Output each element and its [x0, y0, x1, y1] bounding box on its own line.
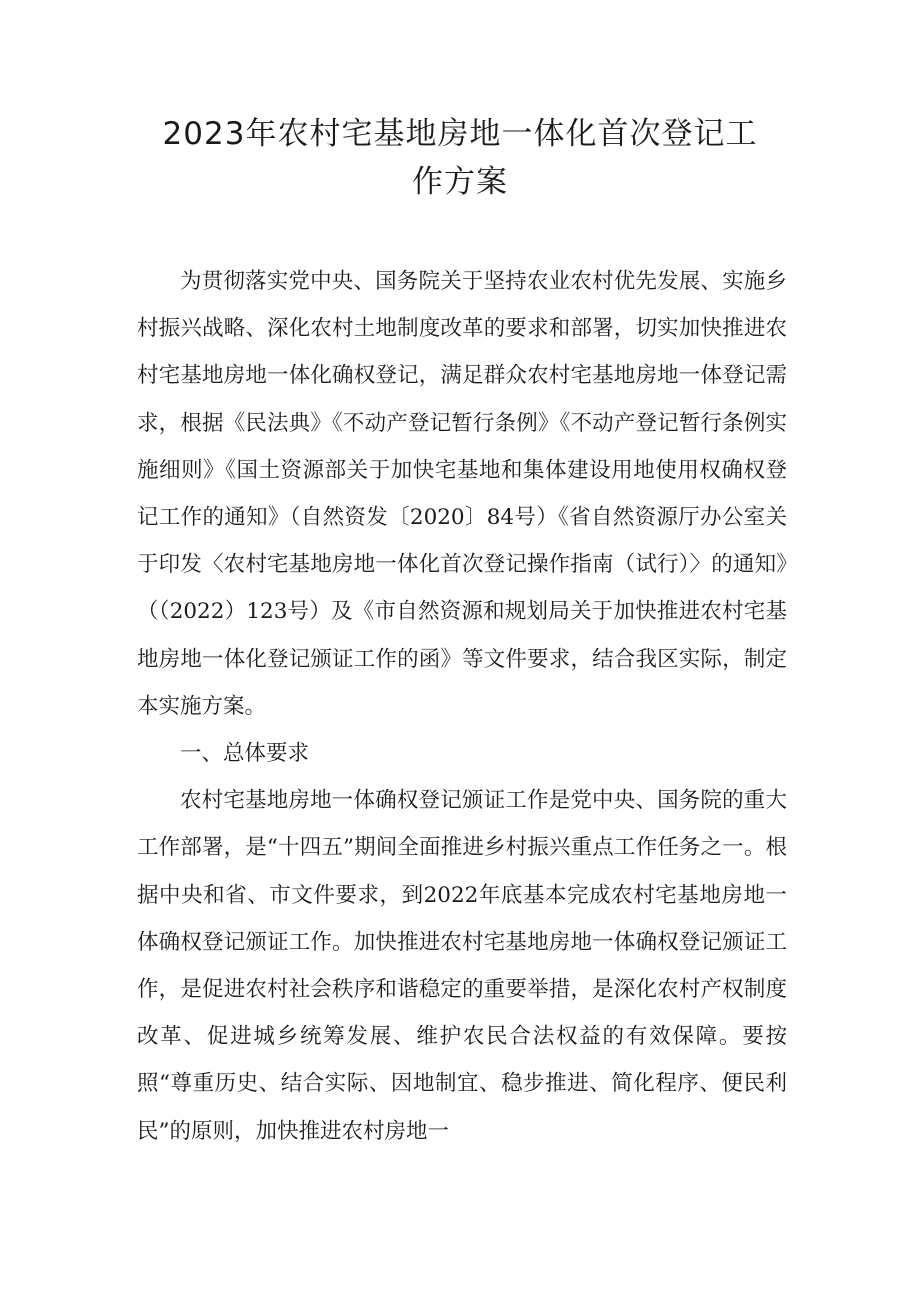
- title-line-2: 作方案: [412, 164, 508, 200]
- section-1-paragraph: 农村宅基地房地一体确权登记颁证工作是党中央、国务院的重大工作部署，是“十四五”期间全面推进乡村振兴重点工作任务之一。根据中央和省、市文件要求，到2022年底基本完成农村宅基地房地一体确权登记颁证工作。加快推进农村宅基地房地一体确权登记颁证工作，是促进农村社会秩序和谐稳定的重要举措，是深化农村产权制度改革、促进城乡统筹发展、维护农民合法权益的有效保障。要按照“尊重历史、结合实际、因地制宜、稳步推进、简化程序、便民利民”的原则，加快推进农村房地一: [137, 788, 787, 1144]
- section-1-heading: 一、总体要求: [180, 741, 310, 767]
- intro-paragraph: 为贯彻落实党中央、国务院关于坚持农业农村优先发展、实施乡村振兴战略、深化农村土地制度改革的要求和部署，切实加快推进农村宅基地房地一体化确权登记，满足群众农村宅基地房地一体登记需求，根据《民法典》《不动产登记暂行条例》《不动产登记暂行条例实施细则》《国土资源部关于加快宅基地和集体建设用地使用权确权登记工作的通知》（自然资发〔2020〕84号）《省自然资源厅办公室关于印发〈农村宅基地房地一体化首次登记操作指南（试行）〉的通知》（（2022）123号）及《市自然资源和规划局关于加快推进农村宅基地房地一体化登记颁证工作的函》等文件要求，结合我区实际，制定本实施方案。: [137, 269, 787, 719]
- document-body: [137, 258, 787, 1155]
- document-title: [140, 110, 780, 206]
- title-line-1: 2023年农村宅基地房地一体化首次登记工: [162, 116, 758, 152]
